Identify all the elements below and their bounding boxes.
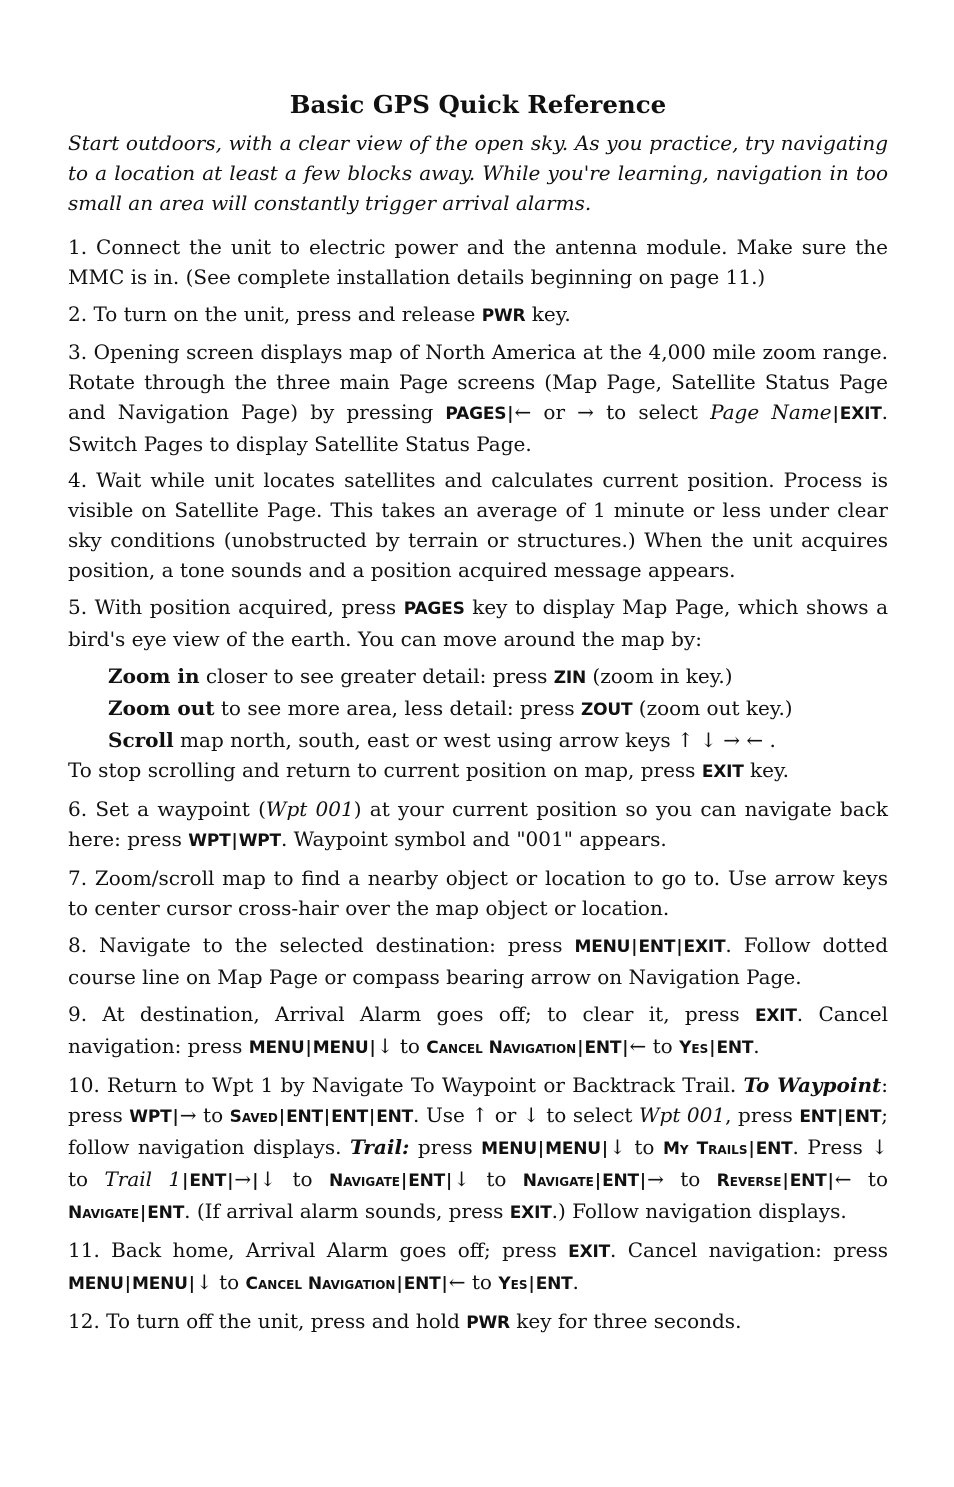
- separator-bar: |: [172, 1107, 179, 1127]
- text-run: , press: [725, 1103, 800, 1127]
- menu-option: Reverse: [716, 1171, 782, 1191]
- italic-term: Wpt 001: [265, 797, 354, 821]
- key-label: ENT: [716, 1038, 754, 1058]
- menu-option: Yes: [679, 1038, 709, 1058]
- step-4: [68, 465, 888, 585]
- step-9: [68, 999, 888, 1063]
- key-label: EXIT: [568, 1242, 610, 1262]
- key-label: WPT: [129, 1107, 172, 1127]
- separator-bar: |: [369, 1038, 376, 1058]
- key-label: MENU: [545, 1139, 601, 1159]
- bold-italic-term: To Waypoint: [743, 1073, 882, 1097]
- separator-bar: |: [231, 831, 238, 851]
- step-8: [68, 930, 888, 992]
- key-label: ENT: [408, 1171, 446, 1191]
- steps-part-1: [68, 232, 888, 654]
- key-label: PWR: [481, 306, 526, 326]
- key-label: ENT: [584, 1038, 622, 1058]
- separator-bar: |: [594, 1171, 602, 1191]
- separator-bar: |: [140, 1203, 147, 1223]
- menu-option: Navigate: [522, 1171, 594, 1191]
- text-run: (zoom in key.): [586, 664, 733, 688]
- separator-bar: |: [639, 1171, 647, 1191]
- page-title: Basic GPS Quick Reference: [289, 90, 667, 119]
- step-3: [68, 337, 888, 459]
- key-label: WPT: [188, 831, 231, 851]
- text-run: ↓ to: [195, 1270, 246, 1294]
- separator-bar: |: [837, 1107, 844, 1127]
- text-run: . Switch Pages to display Satellite Status Page.: [68, 400, 888, 456]
- step-5-end: [68, 755, 888, 787]
- text-run: To stop scrolling and return to current position on map, press: [68, 758, 702, 782]
- key-label: ENT: [403, 1274, 441, 1294]
- text-run: . Use ↑ or ↓ to select: [413, 1103, 639, 1127]
- separator-bar: |: [782, 1171, 789, 1191]
- text-run: 6. Set a waypoint (: [68, 797, 266, 821]
- text-run: → to: [647, 1167, 717, 1191]
- key-label: MENU: [312, 1038, 369, 1058]
- separator-bar: |: [396, 1274, 403, 1294]
- text-run: ↓ to: [376, 1034, 427, 1058]
- key-label: MENU: [248, 1038, 305, 1058]
- bold-term: Scroll: [108, 728, 174, 752]
- separator-bar: |: [400, 1171, 408, 1191]
- key-label: MENU: [574, 937, 631, 957]
- text-run: ↓ to: [259, 1167, 329, 1191]
- text-run: . Press ↓ to: [68, 1135, 888, 1191]
- menu-option: Saved: [229, 1107, 278, 1127]
- text-run: 9. At destination, Arrival Alarm goes off; to clear it, press: [68, 1002, 755, 1026]
- separator-bar: |: [124, 1274, 131, 1294]
- key-label: ENT: [755, 1139, 793, 1159]
- separator-bar: |: [305, 1038, 312, 1058]
- separator-bar: |: [182, 1171, 189, 1191]
- separator-bar: |: [368, 1107, 376, 1127]
- text-run: ← to: [834, 1167, 888, 1191]
- separator-bar: |: [676, 937, 683, 957]
- separator-bar: |: [441, 1274, 448, 1294]
- text-run: .: [753, 1034, 760, 1058]
- text-run: (zoom out key.): [632, 696, 793, 720]
- key-label: ENT: [376, 1107, 414, 1127]
- menu-option: Navigate: [328, 1171, 400, 1191]
- key-label: ZIN: [553, 668, 587, 688]
- text-run: 3. Opening screen displays map of North America at the 4,000 mile zoom range. Rotate through the three main Page screens (Map Page, Satellite Status Page and Navigation Page) by pressing: [68, 340, 888, 424]
- text-run: . Cancel navigation: press: [610, 1238, 888, 1262]
- key-label: EXIT: [683, 937, 726, 957]
- text-run: 11. Back home, Arrival Alarm goes off; press: [68, 1238, 569, 1262]
- key-label: PAGES: [403, 599, 465, 619]
- key-label: MENU: [131, 1274, 188, 1294]
- key-label: ENT: [147, 1203, 185, 1223]
- key-label: MENU: [68, 1274, 124, 1294]
- separator-bar: |: [537, 1139, 545, 1159]
- step-12: [68, 1306, 888, 1338]
- separator-bar: |: [278, 1107, 286, 1127]
- step-1: [68, 232, 888, 292]
- separator-bar: |: [528, 1274, 535, 1294]
- step-5-zoom-out: [108, 693, 888, 725]
- text-run: 1. Connect the unit to electric power and the antenna module. Make sure the MMC is in. (See complete installation details beginning on page 11.): [68, 235, 888, 289]
- italic-term: Page Name: [710, 400, 832, 424]
- intro-paragraph: Start outdoors, with a clear view of the open sky. As you practice, try navigating to a location at least a few blocks away. While you're learning, navigation in too small an area will constantly trigger arrival alarms.: [68, 131, 888, 215]
- key-label: ENT: [189, 1171, 227, 1191]
- menu-option: Cancel Navigation: [245, 1274, 396, 1294]
- separator-bar: |: [227, 1171, 234, 1191]
- text-run: key.: [743, 758, 789, 782]
- separator-bar: |: [507, 404, 514, 424]
- separator-bar: |: [601, 1139, 609, 1159]
- text-run: → to: [179, 1103, 230, 1127]
- steps-part-2: [68, 794, 888, 1338]
- step-10: [68, 1070, 888, 1228]
- text-run: ↓ to: [453, 1167, 523, 1191]
- bold-italic-term: Trail:: [349, 1135, 410, 1159]
- key-label: PAGES: [445, 404, 507, 424]
- text-run: 7. Zoom/scroll map to find a nearby object or location to go to. Use arrow keys to center cursor cross-hair over the map object or location.: [68, 866, 888, 920]
- quick-reference-page: [68, 88, 888, 1344]
- text-run: to see more area, less detail: press: [214, 696, 582, 720]
- text-run: ← or → to select: [514, 400, 711, 424]
- key-label: EXIT: [839, 404, 882, 424]
- step-5-zoom-in: [108, 661, 888, 693]
- key-label: EXIT: [509, 1203, 552, 1223]
- text-run: key.: [525, 302, 571, 326]
- step-6: [68, 794, 888, 856]
- separator-bar: |: [323, 1107, 331, 1127]
- menu-option: Navigate: [68, 1203, 140, 1223]
- text-run: ) at your current position so you can navigate back here: press: [68, 797, 889, 851]
- step-11: [68, 1235, 888, 1299]
- text-run: 10. Return to Wpt 1 by Navigate To Waypoint or Backtrack Trail.: [68, 1073, 744, 1097]
- step-5-subitems: [68, 661, 888, 755]
- separator-bar: |: [709, 1038, 716, 1058]
- key-label: ENT: [535, 1274, 573, 1294]
- text-run: 5. With position acquired, press: [68, 595, 404, 619]
- text-run: key to display Map Page, which shows a bird's eye view of the earth. You can move around the map by:: [68, 595, 888, 651]
- step-5-scroll: [108, 725, 888, 755]
- separator-bar: |: [622, 1038, 629, 1058]
- text-run: .) Follow navigation displays.: [551, 1199, 847, 1223]
- text-run: ← to: [629, 1034, 680, 1058]
- text-run: . Follow dotted course line on Map Page or compass bearing arrow on Navigation Page.: [68, 933, 888, 989]
- separator-bar: |: [827, 1171, 834, 1191]
- text-run: . Waypoint symbol and "001" appears.: [280, 827, 667, 851]
- bold-term: Zoom out: [108, 696, 215, 720]
- key-label: ENT: [602, 1171, 639, 1191]
- text-run: ← to: [448, 1270, 499, 1294]
- text-run: ; follow navigation displays.: [68, 1103, 888, 1159]
- separator-bar: |: [446, 1171, 453, 1191]
- italic-term: Wpt 001: [638, 1103, 726, 1127]
- step-2: [68, 299, 888, 331]
- text-run: .: [572, 1270, 579, 1294]
- menu-option: Yes: [498, 1274, 528, 1294]
- separator-bar: |: [832, 404, 839, 424]
- text-run: 12. To turn off the unit, press and hold: [68, 1309, 467, 1333]
- key-label: ZOUT: [581, 700, 633, 720]
- text-run: ↓ to: [609, 1135, 663, 1159]
- key-label: WPT: [238, 831, 281, 851]
- key-label: ENT: [638, 937, 676, 957]
- key-label: MENU: [481, 1139, 537, 1159]
- separator-bar: |: [577, 1038, 584, 1058]
- text-run: : press: [68, 1073, 888, 1127]
- key-label: ENT: [799, 1107, 837, 1127]
- text-run: . Cancel navigation: press: [68, 1002, 889, 1058]
- separator-bar: |: [252, 1171, 259, 1191]
- text-run: key for three seconds.: [509, 1309, 742, 1333]
- italic-term: Trail 1: [104, 1167, 182, 1191]
- key-label: ENT: [789, 1171, 827, 1191]
- text-run: map north, south, east or west using arrow keys ↑ ↓ → ← .: [173, 728, 776, 752]
- text-run: press: [409, 1135, 482, 1159]
- text-run: 8. Navigate to the selected destination: press: [68, 933, 575, 957]
- text-run: closer to see greater detail: press: [199, 664, 554, 688]
- text-run: . (If arrival alarm sounds, press: [184, 1199, 510, 1223]
- step-5: [68, 592, 888, 654]
- key-label: PWR: [466, 1313, 510, 1333]
- separator-bar: |: [631, 937, 638, 957]
- key-label: EXIT: [701, 762, 744, 782]
- key-label: ENT: [844, 1107, 882, 1127]
- key-label: EXIT: [754, 1006, 797, 1026]
- step-7: [68, 863, 888, 923]
- bold-term: Zoom in: [108, 664, 200, 688]
- separator-bar: |: [748, 1139, 755, 1159]
- key-label: ENT: [331, 1107, 368, 1127]
- key-label: ENT: [286, 1107, 323, 1127]
- menu-option: Cancel Navigation: [426, 1038, 577, 1058]
- text-run: 4. Wait while unit locates satellites and calculates current position. Process is visible on Satellite Page. This takes an average of 1 minute or less under clear sky conditions (unobstructed by terrain or structures.) When the unit acquires position, a tone sounds and a position acquired message appears.: [68, 468, 888, 582]
- text-run: 2. To turn on the unit, press and release: [68, 302, 482, 326]
- text-run: →: [234, 1167, 252, 1191]
- separator-bar: |: [188, 1274, 195, 1294]
- menu-option: My Trails: [662, 1139, 748, 1159]
